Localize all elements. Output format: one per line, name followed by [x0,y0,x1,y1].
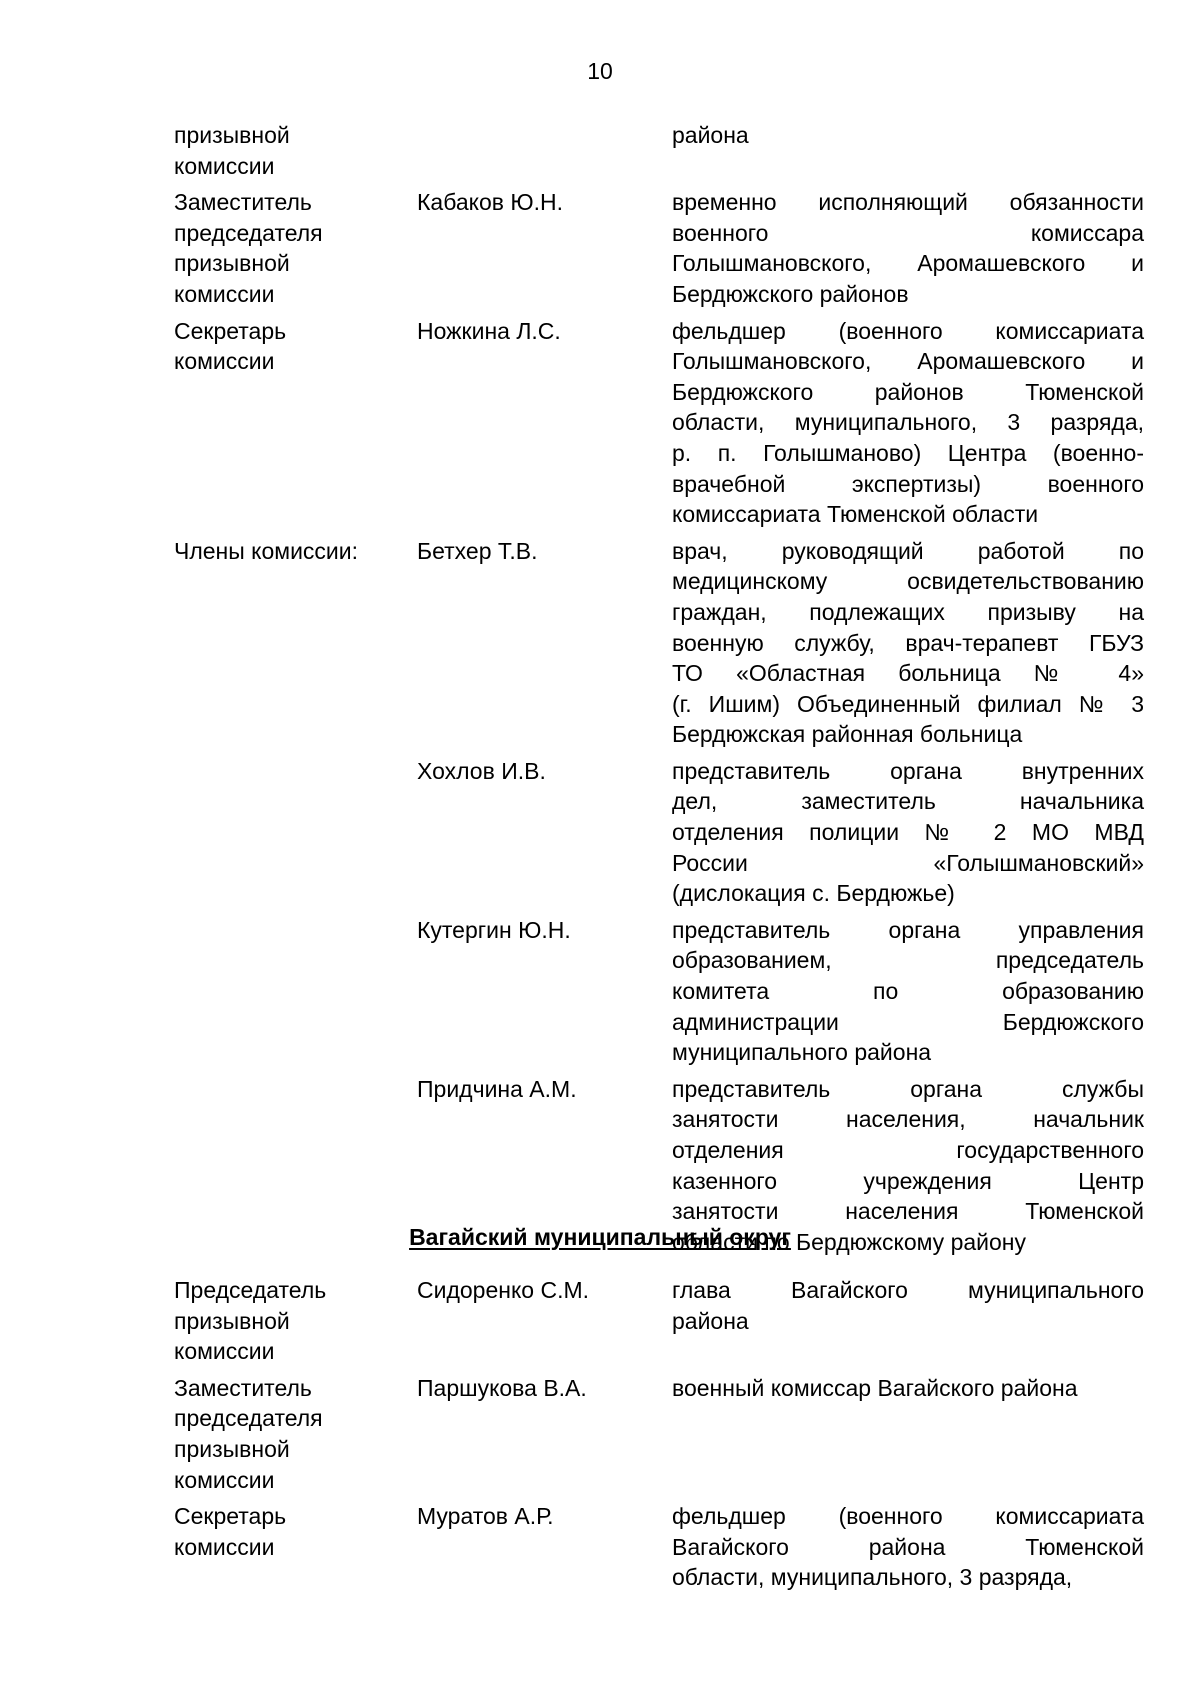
member-position-line: отделения государственного [672,1137,1144,1163]
member-role-line: призывной [174,250,290,277]
member-position-line: военную службу, врач-терапевт ГБУЗ [672,629,1144,656]
member-name: Бетхер Т.В. [417,537,538,564]
member-role-line: призывной [174,122,290,148]
member-position-line: Голышмановского, Аромашевского и [672,348,1144,375]
member-position-line: комиссариата Тюменской области [672,501,1039,528]
member-role-line: призывной [174,1307,290,1334]
member-position-line: ТО «Областная больница № 4» [672,660,1144,687]
member-position-line: представитель органа службы [672,1075,1144,1102]
member-name: Кутергин Ю.Н. [417,916,571,943]
member-role [174,120,417,181]
member-position [672,756,1144,909]
member-role-line: комиссии [174,1466,275,1493]
member-position-line: занятости населения, начальник [672,1106,1144,1133]
member-position [672,316,1144,530]
member-role-line: комиссии [174,280,275,307]
page-number: 10 [587,58,613,84]
member-row [174,1275,1144,1367]
member-role-line: комиссии [174,348,275,375]
member-role-line: призывной [174,1435,290,1462]
member-position-line: области по Бердюжскому району [672,1228,1026,1255]
member-role-line: Секретарь [174,317,287,344]
member-position-line: Бердюжского районов [672,280,909,307]
member-position-line: военный комиссар Вагайского района [672,1374,1078,1401]
member-name [417,120,672,181]
member-position-line: фельдшер (военного комиссариата [672,1503,1144,1530]
member-name: Придчина А.М. [417,1075,577,1102]
member-position [672,1373,1144,1495]
member-row [174,915,1144,1068]
member-row [174,536,1144,750]
member-role [174,187,417,309]
member-role-line: председателя [174,1405,323,1432]
member-position [672,536,1144,750]
member-position-line: Бердюжская районная больница [672,721,1023,748]
member-role-line: комиссии [174,152,275,179]
member-role-line: Заместитель [174,189,312,216]
member-position-line: р. п. Голышманово) Центра (военно- [672,439,1144,466]
member-row [174,1501,1144,1593]
member-position-line: отделения полиции № 2 МО МВД [672,819,1144,846]
member-name: Сидоренко С.М. [417,1277,590,1303]
member-role-line: Заместитель [174,1374,312,1401]
member-role [174,1373,417,1495]
member-name: Кабаков Ю.Н. [417,189,563,216]
member-position-line: глава Вагайского муниципального [672,1277,1144,1303]
member-position-line: Голышмановского, Аромашевского и [672,250,1144,277]
member-role-line: Секретарь [174,1503,287,1530]
member-position-line: района [672,1307,749,1334]
member-role [174,536,417,750]
member-position-line: врач, руководящий работой по [672,537,1144,564]
member-row [174,1373,1144,1495]
commission-list-first [174,120,1144,1263]
member-position [672,120,1144,181]
member-position-line: дел, заместитель начальника [672,788,1144,815]
member-row [174,120,1144,181]
member-position-line: области, муниципального, 3 разряда, [672,1564,1073,1591]
member-role [174,756,417,909]
member-position-line: Бердюжского районов Тюменской [672,378,1144,405]
member-position [672,915,1144,1068]
member-role [174,1501,417,1593]
member-position-line: образованием, председатель [672,947,1144,974]
member-role [174,316,417,530]
section-heading [0,1222,1200,1252]
member-position-line: занятости населения Тюменской [672,1198,1144,1225]
member-position-line: военного комиссара [672,219,1144,246]
commission-list-vagai [174,1275,1144,1599]
member-position-line: медицинскому освидетельствованию [672,568,1144,595]
member-name: Ножкина Л.С. [417,317,561,344]
member-role-line: комиссии [174,1338,275,1365]
member-name: Паршукова В.А. [417,1374,587,1401]
member-position [672,1501,1144,1593]
member-row [174,187,1144,309]
member-position-line: граждан, подлежащих призыву на [672,598,1144,625]
member-position-line: представитель органа управления [672,916,1144,943]
member-name: Муратов А.Р. [417,1503,554,1530]
member-role [174,915,417,1068]
member-position-line: области, муниципального, 3 разряда, [672,409,1144,436]
member-position-line: (г. Ишим) Объединенный филиал № 3 [672,690,1144,717]
section-heading-text: Вагайский муниципальный округ [409,1224,791,1250]
member-position-line: муниципального района [672,1039,932,1066]
member-position-line: фельдшер (военного комиссариата [672,317,1144,344]
member-position-line: Вагайского района Тюменской [672,1533,1144,1560]
member-position-line: района [672,122,749,148]
member-role-line: Члены комиссии: [174,537,359,564]
member-role-line: Председатель [174,1277,327,1303]
member-name: Хохлов И.В. [417,757,546,784]
member-row [174,756,1144,909]
member-position-line: комитета по образованию [672,978,1144,1005]
member-role-line: комиссии [174,1533,275,1560]
member-position [672,1275,1144,1367]
member-position-line: врачебной экспертизы) военного [672,470,1144,497]
member-position-line: (дислокация с. Бердюжье) [672,880,955,907]
member-position-line: казенного учреждения Центр [672,1167,1144,1194]
member-position-line: представитель органа внутренних [672,757,1144,784]
member-position [672,187,1144,309]
member-position-line: администрации Бердюжского [672,1008,1144,1035]
member-row [174,316,1144,530]
member-position-line: временно исполняющий обязанности [672,189,1144,216]
member-role-line: председателя [174,219,323,246]
member-role [174,1275,417,1367]
member-position-line: России «Голышмановский» [672,849,1144,876]
